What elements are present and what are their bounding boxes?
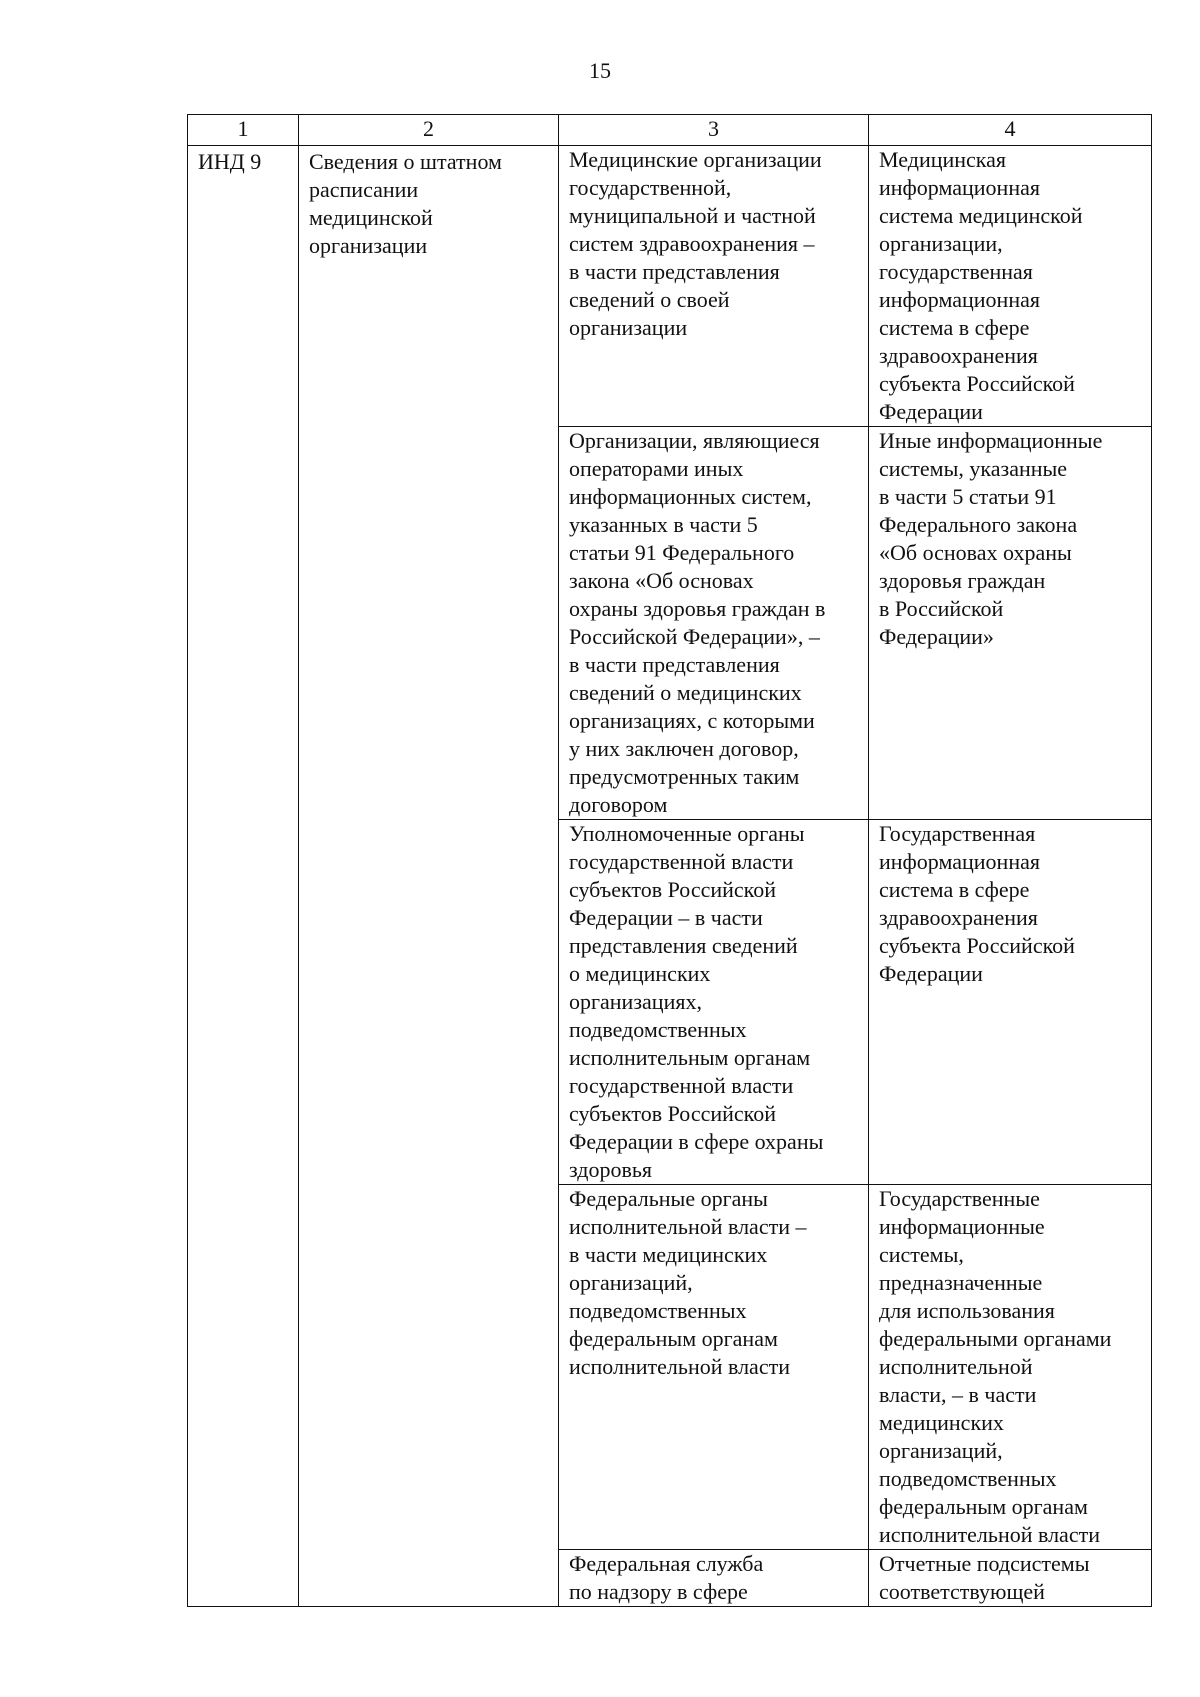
- provider-cell: Организации, являющиеся операторами иных информационных систем, указанных в части 5 статьи 91 Федерального закона «Об основах охраны здоровья граждан в Российской Федерации», – в части представления сведений о медицинских организациях, с которыми у них заключен договор, предусмотренных таким договором: [559, 427, 869, 820]
- provider-cell: Уполномоченные органы государственной власти субъектов Российской Федерации – в части представления сведений о медицинских организациях, подведомственных исполнительным органам государственной власти субъектов Российской Федерации в сфере охраны здоровья: [559, 820, 869, 1185]
- table-body: [188, 146, 1152, 1607]
- system-cell: Медицинская информационная система медицинской организации, государственная информационная система в сфере здравоохранения субъекта Российской Федерации: [869, 146, 1152, 427]
- indicator-code-cell: ИНД 9: [188, 146, 299, 1607]
- column-header-1: 1: [188, 115, 299, 146]
- indicator-name-cell: Сведения о штатном расписании медицинской организации: [299, 146, 559, 1607]
- system-cell: Иные информационные системы, указанные в части 5 статьи 91 Федерального закона «Об основах охраны здоровья граждан в Российской Федерации»: [869, 427, 1152, 820]
- provider-cell: Федеральная служба по надзору в сфере: [559, 1550, 869, 1607]
- provider-cell: Федеральные органы исполнительной власти – в части медицинских организаций, подведомственных федеральным органам исполнительной власти: [559, 1185, 869, 1550]
- table-header: [188, 115, 1152, 146]
- page-number: 15: [589, 58, 611, 83]
- table-row: [188, 146, 1152, 427]
- data-table: [187, 114, 1152, 1607]
- column-header-4: 4: [869, 115, 1152, 146]
- system-cell: Отчетные подсистемы соответствующей: [869, 1550, 1152, 1607]
- system-cell: Государственные информационные системы, предназначенные для использования федеральными органами исполнительной власти, – в части медицинских организаций, подведомственных федеральным органам исполнительной власти: [869, 1185, 1152, 1550]
- column-header-2: 2: [299, 115, 559, 146]
- header-row: [188, 115, 1152, 146]
- provider-cell: Медицинские организации государственной, муниципальной и частной систем здравоохранения – в части представления сведений о своей организации: [559, 146, 869, 427]
- system-cell: Государственная информационная система в сфере здравоохранения субъекта Российской Федерации: [869, 820, 1152, 1185]
- column-header-3: 3: [559, 115, 869, 146]
